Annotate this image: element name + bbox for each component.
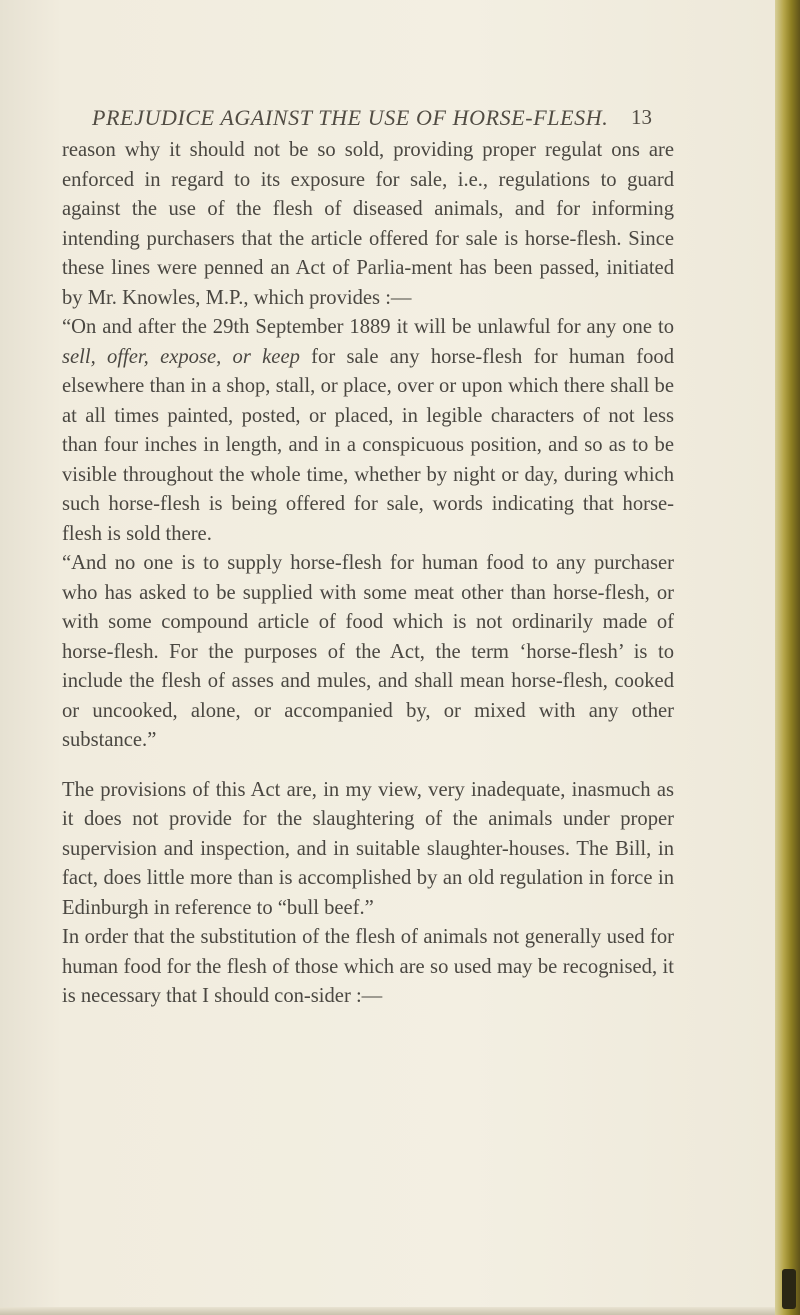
spine-mark <box>782 1269 796 1309</box>
quote-1-start: “On and after the 29th September 1889 it will be unlawful for any one to <box>62 316 674 338</box>
paragraph-reason <box>62 136 674 313</box>
page-bottom-edge <box>0 1307 775 1315</box>
quote-1-italic: sell, offer, expose, or keep <box>62 345 300 368</box>
paragraph-substitution-text: In order that the substitution of the flesh of animals not generally used for human food for the flesh of those which are so used may be recognised, it is necessary that I should con-sider :— <box>62 926 674 1007</box>
paragraph-provisions-text: The provisions of this Act are, in my view, very inadequate, inasmuch as it does not provide for the slaughtering of the animals under proper supervision and inspection, and in suitable slaughter-houses. The Bill, in fact, does little more than is accomplished by an old regulation in force in Edinburgh in reference to “bull beef.” <box>62 778 674 919</box>
body-text <box>62 136 674 1012</box>
quote-2-text: “And no one is to supply horse-flesh for human food to any purchaser who has asked to be supplied with some meat other than horse-flesh, or with some compound article of food which is not ordinarily made of horse-flesh. For the purposes of the Act, the term ‘horse-flesh’ is to include the flesh of asses and mules, and shall mean horse-flesh, cooked or uncooked, alone, or accompanied by, or mixed with any other substance.” <box>62 552 674 751</box>
page-number: 13 <box>631 105 652 129</box>
paragraph-provisions <box>62 776 674 924</box>
running-head: PREJUDICE AGAINST THE USE OF HORSE-FLESH. <box>92 105 609 130</box>
paragraph-reason-text: reason why it should not be so sold, providing proper regulat ons are enforced in regard to its exposure for sale, i.e., regulations to guard against the use of the flesh of diseased animals, and for informing intending purchasers that the article offered for sale is horse-flesh. Since these lines were penned an Act of Parlia-ment has been passed, initiated by Mr. Knowles, M.P., which provides :— <box>62 139 674 309</box>
quote-paragraph-1 <box>62 313 674 549</box>
quote-paragraph-2 <box>62 549 674 756</box>
quote-1-end: for sale any horse-flesh for human food elsewhere than in a shop, stall, or place, over or upon which there shall be at all times painted, posted, or placed, in legible characters of not less than four inches in length, and in a conspicuous position, and so as to be visible throughout the whole time, whether by night or day, during which such horse-flesh is being offered for sale, words indicating that horse-flesh is sold there. <box>62 345 675 545</box>
paragraph-substitution <box>62 923 674 1012</box>
paragraph-gap <box>62 756 674 776</box>
book-spine <box>775 0 800 1315</box>
page-header <box>92 105 652 139</box>
